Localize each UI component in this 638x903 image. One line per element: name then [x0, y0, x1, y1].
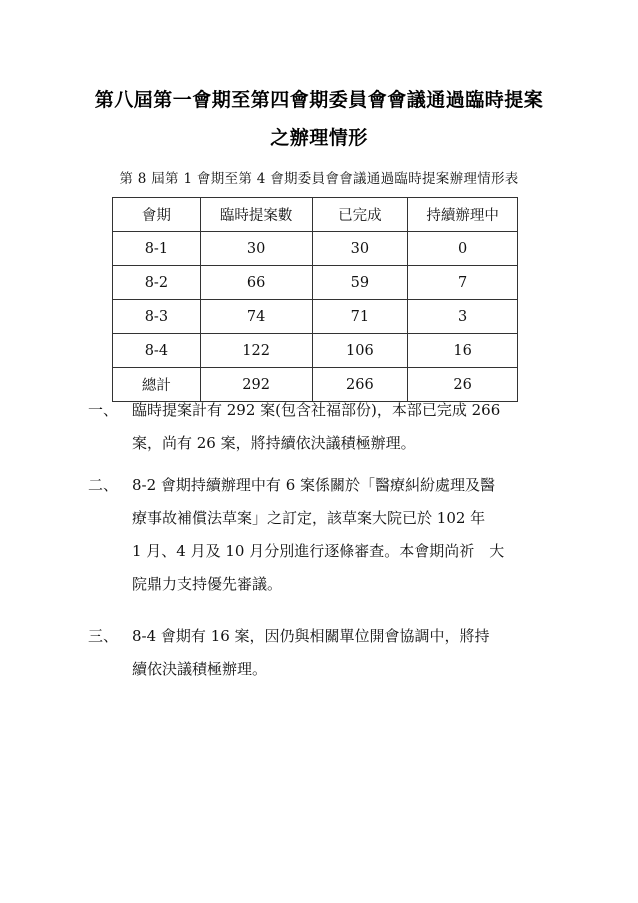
header-completed: 已完成 [312, 198, 408, 232]
document-title-line-1: 第八屆第一會期至第四會期委員會會議通過臨時提案 [94, 89, 544, 111]
cell-completed: 59 [312, 266, 408, 300]
cell-in-progress: 0 [408, 232, 518, 266]
text-line: 8-4 會期有 16 案，因仍與相關單位開會協調中，將持 [132, 627, 490, 645]
cell-session: 8-2 [113, 266, 201, 300]
cell-proposal-count: 30 [200, 232, 312, 266]
cell-proposal-count: 122 [200, 334, 312, 368]
header-proposal-count: 臨時提案數 [200, 198, 312, 232]
list-item-marker: 三、 [88, 627, 119, 645]
cell-proposal-count: 74 [200, 300, 312, 334]
table-row [113, 334, 518, 368]
cell-proposal-count: 66 [200, 266, 312, 300]
table-header-row [113, 198, 518, 232]
table-row [113, 300, 518, 334]
cell-completed: 266 [312, 368, 408, 402]
cell-session: 8-1 [113, 232, 201, 266]
cell-session: 8-3 [113, 300, 201, 334]
cell-in-progress: 7 [408, 266, 518, 300]
cell-in-progress: 26 [408, 368, 518, 402]
list-item-marker: 二、 [88, 476, 119, 494]
table-caption: 第 8 屆第 1 會期至第 4 會期委員會會議通過臨時提案辦理情形表 [119, 171, 519, 187]
header-session: 會期 [113, 198, 201, 232]
table-row [113, 266, 518, 300]
text-line: 院鼎力支持優先審議。 [132, 575, 283, 593]
text-line: 療事故補償法草案」之訂定，該草案大院已於 102 年 [132, 509, 486, 527]
cell-in-progress: 3 [408, 300, 518, 334]
table-row [113, 232, 518, 266]
list-item-text [132, 394, 548, 460]
cell-session: 總計 [113, 368, 201, 402]
cell-completed: 106 [312, 334, 408, 368]
text-line: 1 月、4 月及 10 月分別進行逐條審查。本會期尚祈 大 [132, 542, 505, 560]
cell-in-progress: 16 [408, 334, 518, 368]
proposal-status-table [112, 197, 518, 402]
text-line: 案，尚有 26 案，將持續依決議積極辦理。 [132, 434, 416, 452]
cell-session: 8-4 [113, 334, 201, 368]
cell-proposal-count: 292 [200, 368, 312, 402]
list-item-text [132, 620, 548, 686]
cell-completed: 71 [312, 300, 408, 334]
header-in-progress: 持續辦理中 [408, 198, 518, 232]
list-item-marker: 一、 [88, 401, 119, 419]
document-title-line-2: 之辦理情形 [270, 127, 368, 149]
cell-completed: 30 [312, 232, 408, 266]
text-line: 8-2 會期持續辦理中有 6 案係關於「醫療糾紛處理及醫 [132, 476, 496, 494]
text-line: 續依決議積極辦理。 [132, 660, 268, 678]
text-line: 臨時提案計有 292 案(包含社福部份)，本部已完成 266 [132, 401, 501, 419]
list-item-text [132, 469, 548, 601]
